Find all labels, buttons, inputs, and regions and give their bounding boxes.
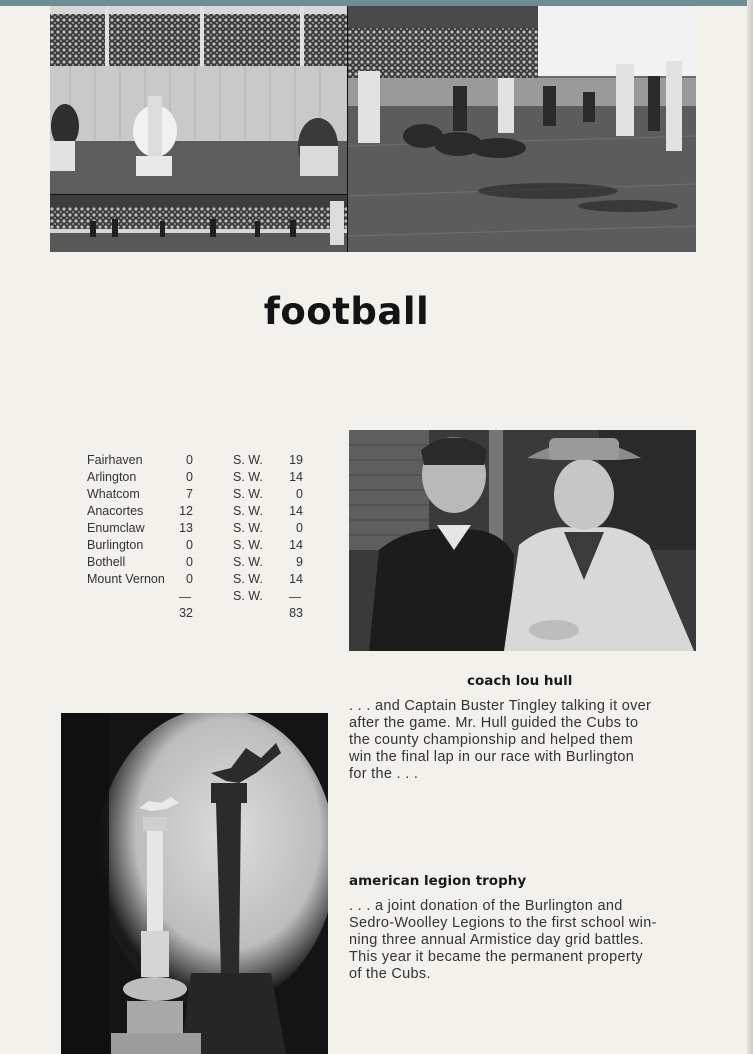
- home-team-score: 14: [289, 470, 303, 484]
- home-team-abbr: S. W.: [233, 572, 263, 586]
- caption-line: win the final lap in our race with Burlington: [349, 749, 635, 765]
- opponent-score: 7: [186, 487, 193, 501]
- trophy-caption-text: [349, 898, 657, 983]
- home-team-score: 14: [289, 504, 303, 518]
- home-team-score: 0: [296, 487, 303, 501]
- opponent-name: Whatcom: [87, 487, 140, 501]
- caption-line: of the Cubs.: [349, 966, 431, 982]
- home-team-abbr: S. W.: [233, 470, 263, 484]
- opponent-name: Bothell: [87, 555, 126, 569]
- opponent-score: 0: [186, 538, 193, 552]
- home-team-score: 14: [289, 538, 303, 552]
- opponent-name: Anacortes: [87, 504, 144, 518]
- opponent-score: 0: [186, 453, 193, 467]
- opponent-score: 0: [186, 555, 193, 569]
- home-team-abbr: S. W.: [233, 504, 263, 518]
- home-total-rule: [289, 597, 301, 598]
- opponent-name: Burlington: [87, 538, 144, 552]
- opponent-score: 13: [179, 521, 193, 535]
- home-team-score: 14: [289, 572, 303, 586]
- opponent-name: Fairhaven: [87, 453, 143, 467]
- trophy-photo: [61, 713, 328, 1054]
- home-team-abbr: S. W.: [233, 589, 263, 603]
- home-team-abbr: S. W.: [233, 487, 263, 501]
- opponent-score: 12: [179, 504, 193, 518]
- sideline-photo: [50, 195, 347, 252]
- caption-line: the county championship and helped them: [349, 732, 634, 748]
- grandstand-photo: [50, 6, 347, 194]
- caption-line: after the game. Mr. Hull guided the Cubs to: [349, 715, 639, 731]
- caption-line: . . . and Captain Buster Tingley talking it over: [349, 698, 652, 714]
- trophy-caption-title: american legion trophy: [349, 873, 527, 889]
- home-team-abbr: S. W.: [233, 555, 263, 569]
- opponent-name: Mount Vernon: [87, 572, 165, 586]
- home-team-abbr: S. W.: [233, 538, 263, 552]
- home-total: 83: [289, 606, 303, 620]
- coach-caption-title: coach lou hull: [467, 673, 573, 689]
- caption-line: ning three annual Armistice day grid battles.: [349, 932, 644, 948]
- caption-line: Sedro-Woolley Legions to the first school win-: [349, 915, 657, 931]
- caption-line: for the . . .: [349, 766, 419, 782]
- home-team-score: 0: [296, 521, 303, 535]
- coach-caption-text: [349, 698, 651, 783]
- home-team-score: 19: [289, 453, 303, 467]
- page-title: football: [263, 290, 430, 333]
- home-team-abbr: S. W.: [233, 521, 263, 535]
- coach-and-captain-photo: [349, 430, 696, 651]
- page-edge-shadow: [747, 0, 753, 1054]
- home-team-score: 9: [296, 555, 303, 569]
- opponent-name: Enumclaw: [87, 521, 145, 535]
- caption-line: . . . a joint donation of the Burlington and: [349, 898, 623, 914]
- opponent-name: Arlington: [87, 470, 137, 484]
- opponent-score: 0: [186, 470, 193, 484]
- opponent-score: 0: [186, 572, 193, 586]
- football-photo-collage: [50, 6, 696, 252]
- opponent-total-rule: [179, 597, 191, 598]
- home-team-abbr: S. W.: [233, 453, 263, 467]
- opponent-total: 32: [179, 606, 193, 620]
- caption-line: This year it became the permanent property: [349, 949, 643, 965]
- game-action-photo: [348, 6, 696, 252]
